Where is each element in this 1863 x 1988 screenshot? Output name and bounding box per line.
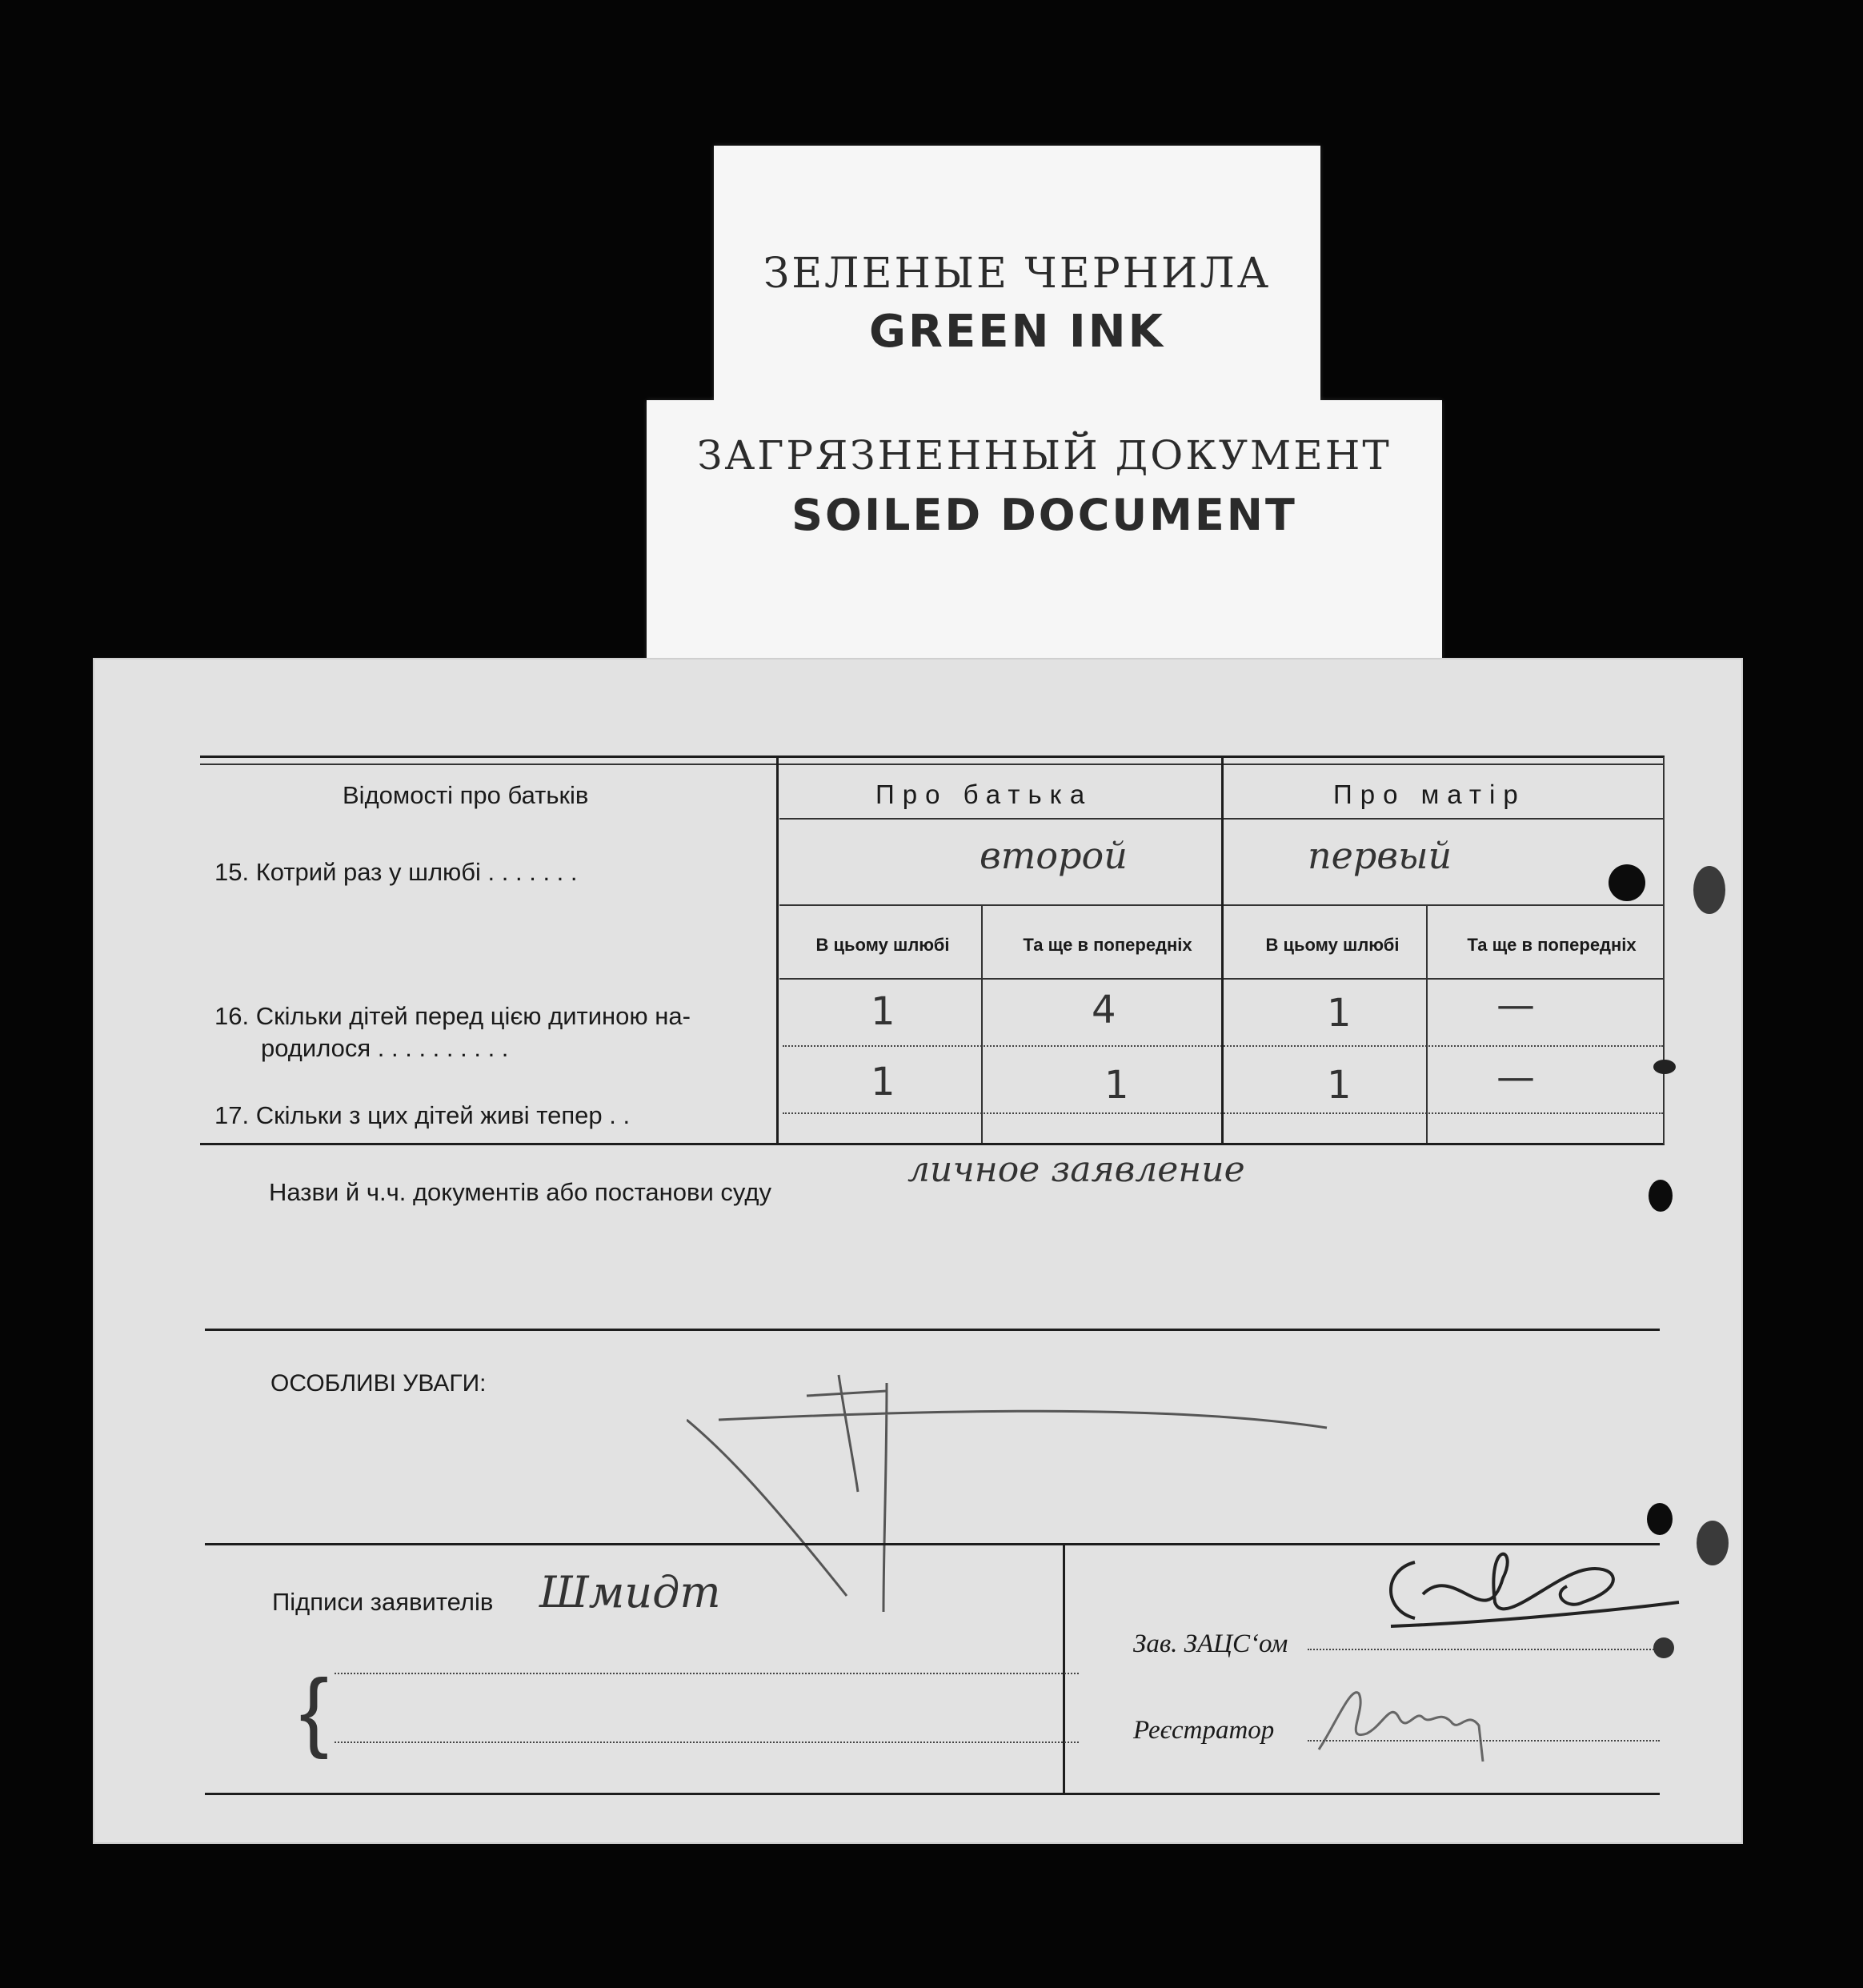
row17-mother-prev: — — [1496, 1055, 1535, 1100]
table-top-rule — [200, 756, 1665, 758]
signature-line-2 — [335, 1742, 1079, 1743]
row16-father-this: 1 — [871, 989, 895, 1034]
header-parents-info: Відомості про батьків — [343, 781, 589, 809]
signature-line-1 — [335, 1673, 1079, 1674]
row16-label-line1: 16. Скільки дітей перед цією дитиною на- — [214, 1002, 691, 1030]
row17-father-prev: 1 — [1104, 1063, 1129, 1108]
punch-hole — [1609, 864, 1645, 901]
green-ink-en-text: GREEN INK — [868, 306, 1166, 358]
header-father: Про батька — [875, 780, 1093, 809]
head-of-registry-label: Зав. ЗАЦС‘ом — [1133, 1629, 1288, 1658]
row15-father-value: второй — [980, 834, 1128, 877]
punch-hole — [1653, 1637, 1674, 1658]
remarks-crossout-stroke — [687, 1308, 1407, 1644]
subheader-mother-prev: Та ще в попередніх — [1467, 935, 1637, 955]
registrar-signature — [1311, 1677, 1551, 1766]
green-ink-ru-text: ЗЕЛЕНЫЕ ЧЕРНИЛА — [763, 250, 1272, 298]
documents-label: Назви й ч.ч. документів або постанови суду — [269, 1178, 771, 1206]
form-bottom-rule — [205, 1793, 1660, 1795]
row16-mother-prev: — — [1496, 983, 1535, 1028]
row16-mother-this: 1 — [1327, 991, 1352, 1036]
punch-hole-outer — [1693, 866, 1725, 914]
row16-father-prev: 4 — [1092, 988, 1116, 1032]
row15-label: 15. Котрий раз у шлюбі . . . . . . . — [214, 858, 578, 886]
soiled-ru-text: ЗАГРЯЗНЕННЫЙ ДОКУМЕНТ — [697, 432, 1392, 479]
remarks-label: ОСОБЛИВІ УВАГИ: — [270, 1370, 487, 1397]
green-ink-label — [714, 146, 1320, 408]
documents-value: личное заявление — [907, 1149, 1245, 1190]
punch-hole — [1649, 1180, 1673, 1212]
registrar-label: Реєстратор — [1133, 1716, 1275, 1745]
registrar-signature-line — [1308, 1740, 1660, 1742]
punch-hole-outer — [1697, 1521, 1729, 1565]
signatures-brace: { — [299, 1661, 329, 1760]
table-header-rule — [200, 764, 1665, 765]
head-of-registry-signature — [1375, 1546, 1695, 1642]
subheader-mother-this: В цьому шлюбі — [1265, 935, 1400, 955]
row16-label-line2: родилося . . . . . . . . . . — [261, 1034, 509, 1062]
row17-label: 17. Скільки з цих дітей живі тепер . . — [214, 1101, 631, 1129]
punch-hole — [1653, 1060, 1676, 1074]
punch-hole — [1647, 1503, 1673, 1535]
divider-father-mother — [1221, 757, 1224, 1144]
row15-mother-value: первый — [1308, 834, 1452, 877]
row17-mother-this: 1 — [1327, 1063, 1352, 1108]
registry-form-sheet — [93, 658, 1743, 1844]
subheader-father-this: В цьому шлюбі — [815, 935, 950, 955]
row17-father-this: 1 — [871, 1060, 895, 1104]
applicant-signature: Шмидт — [539, 1567, 721, 1617]
table-bottom-rule — [200, 1143, 1665, 1145]
header-mother: Про матір — [1333, 780, 1526, 809]
signature-divider — [1063, 1543, 1065, 1793]
soiled-en-text: SOILED DOCUMENT — [791, 490, 1297, 540]
divider-right-edge — [1663, 757, 1665, 1144]
divider-mother-sub — [1426, 906, 1428, 1143]
divider-label-column — [776, 757, 779, 1144]
soiled-document-label — [647, 400, 1442, 677]
remarks-bottom-rule — [205, 1543, 1660, 1545]
signatures-label: Підписи заявителів — [272, 1588, 494, 1616]
head-signature-line — [1308, 1649, 1660, 1650]
subheader-father-prev: Та ще в попередніх — [1023, 935, 1192, 955]
divider-father-sub — [981, 906, 983, 1143]
